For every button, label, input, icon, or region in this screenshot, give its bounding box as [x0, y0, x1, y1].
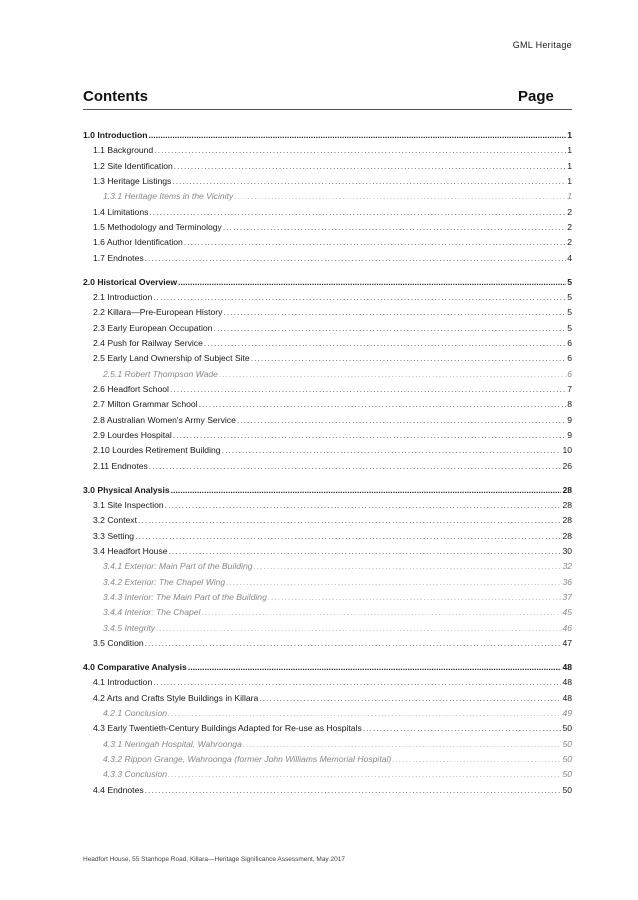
toc-entry[interactable]	[83, 251, 572, 266]
toc-page-number: 5	[567, 291, 572, 302]
toc-entry-label: 1.4 Limitations	[93, 206, 149, 217]
table-of-contents	[83, 128, 572, 798]
toc-entry-label: 1.3 Heritage Listings	[93, 176, 172, 187]
toc-entry[interactable]	[83, 675, 572, 690]
dot-leader	[174, 159, 566, 174]
toc-entry-label: 3.4.1 Exterior: Main Part of the Building	[103, 561, 253, 572]
toc-entry-label: 2.5 Early Land Ownership of Subject Site	[93, 353, 250, 364]
toc-subentry[interactable]	[83, 706, 572, 721]
toc-page-number: 1	[567, 130, 572, 140]
toc-subentry[interactable]	[83, 590, 572, 605]
page-heading: Page	[518, 88, 554, 105]
toc-entry-label: 3.4.3 Interior: The Main Part of the Building	[103, 591, 267, 602]
dot-leader	[149, 205, 566, 220]
toc-section-entry[interactable]	[83, 275, 572, 290]
dot-leader	[222, 443, 562, 458]
toc-page-number: 5	[567, 276, 572, 287]
toc-page-number: 50	[562, 753, 572, 764]
toc-entry[interactable]	[83, 544, 572, 559]
dot-leader	[171, 483, 562, 498]
dot-leader	[172, 174, 566, 189]
contents-title-row	[83, 88, 572, 108]
toc-entry[interactable]	[83, 382, 572, 397]
toc-page-number: 1	[567, 160, 572, 171]
toc-page-number: 9	[567, 430, 572, 441]
title-divider	[83, 109, 572, 110]
toc-page-number: 10	[562, 445, 572, 456]
toc-page-number: 1	[567, 191, 572, 202]
toc-section-entry[interactable]	[83, 660, 572, 675]
dot-leader	[392, 752, 561, 767]
dot-leader	[243, 737, 562, 752]
toc-page-number: 6	[567, 368, 572, 379]
toc-entry-label: 3.4.5 Integrity	[103, 622, 156, 633]
toc-entry[interactable]	[83, 513, 572, 528]
toc-subentry[interactable]	[83, 189, 572, 204]
toc-subentry[interactable]	[83, 767, 572, 782]
toc-entry-label: 1.3.1 Heritage Items in the Vicinity	[103, 191, 234, 202]
toc-page-number: 50	[562, 723, 572, 734]
toc-subentry[interactable]	[83, 367, 572, 382]
dot-leader	[156, 621, 561, 636]
toc-page-number: 1	[567, 176, 572, 187]
toc-page-number: 46	[562, 622, 572, 633]
toc-page-number: 45	[562, 607, 572, 618]
toc-entry[interactable]	[83, 413, 572, 428]
dot-leader	[268, 590, 562, 605]
toc-page-number: 5	[567, 307, 572, 318]
dot-leader	[168, 767, 561, 782]
toc-subentry[interactable]	[83, 559, 572, 574]
toc-entry[interactable]	[83, 691, 572, 706]
toc-entry-label: 2.6 Headfort School	[93, 384, 169, 394]
toc-entry-label: 1.1 Background	[93, 145, 154, 156]
toc-entry[interactable]	[83, 443, 572, 458]
toc-page-number: 6	[567, 337, 572, 348]
toc-entry-label: 2.11 Endnotes	[93, 460, 148, 471]
toc-entry-label: 3.4.4 Interior: The Chapel	[103, 607, 201, 618]
dot-leader	[226, 575, 561, 590]
toc-page-number: 9	[567, 414, 572, 425]
dot-leader	[135, 529, 561, 544]
toc-entry-label: 1.2 Site Identification	[93, 160, 173, 171]
toc-entry-label: 4.3.1 Neringah Hospital, Wahroonga	[103, 738, 242, 749]
header-brand: GML Heritage	[512, 40, 572, 50]
section-gap	[83, 266, 572, 275]
toc-entry[interactable]	[83, 636, 572, 651]
toc-entry[interactable]	[83, 290, 572, 305]
dot-leader	[153, 290, 566, 305]
toc-entry-label: 3.2 Context	[93, 515, 137, 526]
toc-entry[interactable]	[83, 397, 572, 412]
toc-entry-label: 4.3 Early Twentieth-Century Buildings Adapted for Re-use as Hospitals	[93, 723, 362, 734]
toc-page-number: 50	[562, 784, 572, 795]
toc-entry[interactable]	[83, 205, 572, 220]
toc-entry-label: 4.3.2 Rippon Grange, Wahroonga (former John Williams Memorial Hospital)	[103, 753, 392, 764]
dot-leader	[223, 220, 566, 235]
toc-entry-label: 1.0 Introduction	[83, 130, 148, 140]
toc-page-number: 28	[562, 515, 572, 526]
toc-page-number: 48	[562, 692, 572, 703]
toc-entry-label: 2.0 Historical Overview	[83, 276, 178, 287]
toc-entry-label: 3.4.2 Exterior: The Chapel Wing	[103, 576, 226, 587]
toc-subentry[interactable]	[83, 621, 572, 636]
toc-entry-label: 2.10 Lourdes Retirement Building	[93, 445, 221, 456]
toc-page-number: 28	[562, 499, 572, 510]
toc-entry[interactable]	[83, 159, 572, 174]
dot-leader	[213, 321, 566, 336]
toc-page-number: 30	[562, 545, 572, 556]
toc-entry-label: 2.8 Australian Women's Army Service	[93, 414, 236, 425]
dot-leader	[188, 660, 562, 675]
toc-page-number: 47	[562, 638, 572, 648]
dot-leader	[170, 382, 566, 397]
dot-leader	[201, 605, 561, 620]
toc-subentry[interactable]	[83, 752, 572, 767]
toc-entry-label: 2.9 Lourdes Hospital	[93, 430, 172, 441]
dot-leader	[178, 275, 566, 290]
toc-page-number: 48	[562, 677, 572, 688]
dot-leader	[169, 544, 562, 559]
toc-entry-label: 2.5.1 Robert Thompson Wade	[103, 368, 218, 379]
toc-page-number: 49	[562, 707, 572, 718]
dot-leader	[148, 128, 566, 143]
toc-entry-label: 2.4 Push for Railway Service	[93, 337, 203, 348]
dot-leader	[234, 189, 566, 204]
dot-leader	[254, 559, 562, 574]
toc-page-number: 48	[562, 661, 572, 672]
toc-page-number: 28	[562, 530, 572, 541]
toc-entry[interactable]	[83, 498, 572, 513]
toc-page-number: 2	[567, 222, 572, 233]
toc-entry[interactable]	[83, 783, 572, 798]
toc-entry-label: 4.1 Introduction	[93, 677, 153, 688]
toc-entry[interactable]	[83, 459, 572, 474]
dot-leader	[154, 143, 566, 158]
contents-heading: Contents	[83, 88, 148, 105]
toc-entry-label: 3.4 Headfort House	[93, 545, 168, 556]
toc-entry-label: 4.2.1 Conclusion	[103, 707, 168, 718]
dot-leader	[149, 459, 562, 474]
toc-entry[interactable]	[83, 143, 572, 158]
dot-leader	[223, 305, 566, 320]
dot-leader	[168, 706, 561, 721]
section-gap	[83, 651, 572, 660]
toc-entry-label: 3.3 Setting	[93, 530, 135, 541]
toc-entry[interactable]	[83, 721, 572, 736]
toc-page-number: 7	[567, 384, 572, 394]
toc-page-number: 37	[562, 591, 572, 602]
toc-page-number: 4	[567, 252, 572, 263]
toc-page-number: 6	[567, 353, 572, 364]
toc-page-number: 8	[567, 399, 572, 410]
toc-subentry[interactable]	[83, 575, 572, 590]
dot-leader	[199, 397, 567, 412]
dot-leader	[219, 367, 566, 382]
toc-entry-label: 2.1 Introduction	[93, 291, 153, 302]
toc-page-number: 28	[562, 484, 572, 495]
toc-page-number: 32	[562, 561, 572, 572]
toc-entry-label: 4.0 Comparative Analysis	[83, 661, 187, 672]
toc-entry-label: 3.0 Physical Analysis	[83, 484, 170, 495]
toc-entry-label: 4.4 Endnotes	[93, 784, 144, 795]
dot-leader	[363, 721, 562, 736]
toc-entry-label: 2.3 Early European Occupation	[93, 322, 213, 333]
dot-leader	[251, 351, 567, 366]
toc-subentry[interactable]	[83, 737, 572, 752]
page-footer: Headfort House, 55 Stanhope Road, Killara—Heritage Significance Assessment, May 2017	[83, 856, 345, 863]
toc-page-number: 5	[567, 322, 572, 333]
dot-leader	[145, 783, 562, 798]
toc-entry-label: 2.7 Milton Grammar School	[93, 399, 198, 410]
toc-page-number: 26	[562, 460, 572, 471]
toc-entry[interactable]	[83, 174, 572, 189]
toc-page-number: 2	[567, 237, 572, 248]
dot-leader	[259, 691, 561, 706]
dot-leader	[204, 336, 566, 351]
dot-leader	[165, 498, 562, 513]
toc-entry-label: 3.1 Site Inspection	[93, 499, 164, 510]
toc-entry-label: 1.5 Methodology and Terminology	[93, 222, 222, 233]
toc-entry[interactable]	[83, 305, 572, 320]
toc-entry[interactable]	[83, 321, 572, 336]
toc-entry-label: 1.6 Author Identification	[93, 237, 183, 248]
dot-leader	[237, 413, 566, 428]
toc-subentry[interactable]	[83, 605, 572, 620]
toc-entry[interactable]	[83, 220, 572, 235]
toc-section-entry[interactable]	[83, 483, 572, 498]
toc-page-number: 50	[562, 769, 572, 780]
dot-leader	[153, 675, 561, 690]
toc-entry-label: 2.2 Killara—Pre-European History	[93, 307, 223, 318]
toc-page-number: 1	[567, 145, 572, 156]
dot-leader	[145, 251, 567, 266]
toc-entry[interactable]	[83, 235, 572, 250]
section-gap	[83, 474, 572, 483]
toc-entry[interactable]	[83, 336, 572, 351]
dot-leader	[138, 513, 561, 528]
toc-entry-label: 3.5 Condition	[93, 638, 144, 648]
toc-entry[interactable]	[83, 428, 572, 443]
toc-entry-label: 4.2 Arts and Crafts Style Buildings in Killara	[93, 692, 259, 703]
toc-page-number: 50	[562, 738, 572, 749]
dot-leader	[173, 428, 566, 443]
toc-entry[interactable]	[83, 529, 572, 544]
toc-entry-label: 1.7 Endnotes	[93, 252, 144, 263]
dot-leader	[145, 636, 562, 651]
toc-section-entry[interactable]	[83, 128, 572, 143]
toc-entry[interactable]	[83, 351, 572, 366]
toc-entry-label: 4.3.3 Conclusion	[103, 769, 168, 780]
dot-leader	[184, 235, 566, 250]
toc-page-number: 2	[567, 206, 572, 217]
toc-page-number: 36	[562, 576, 572, 587]
